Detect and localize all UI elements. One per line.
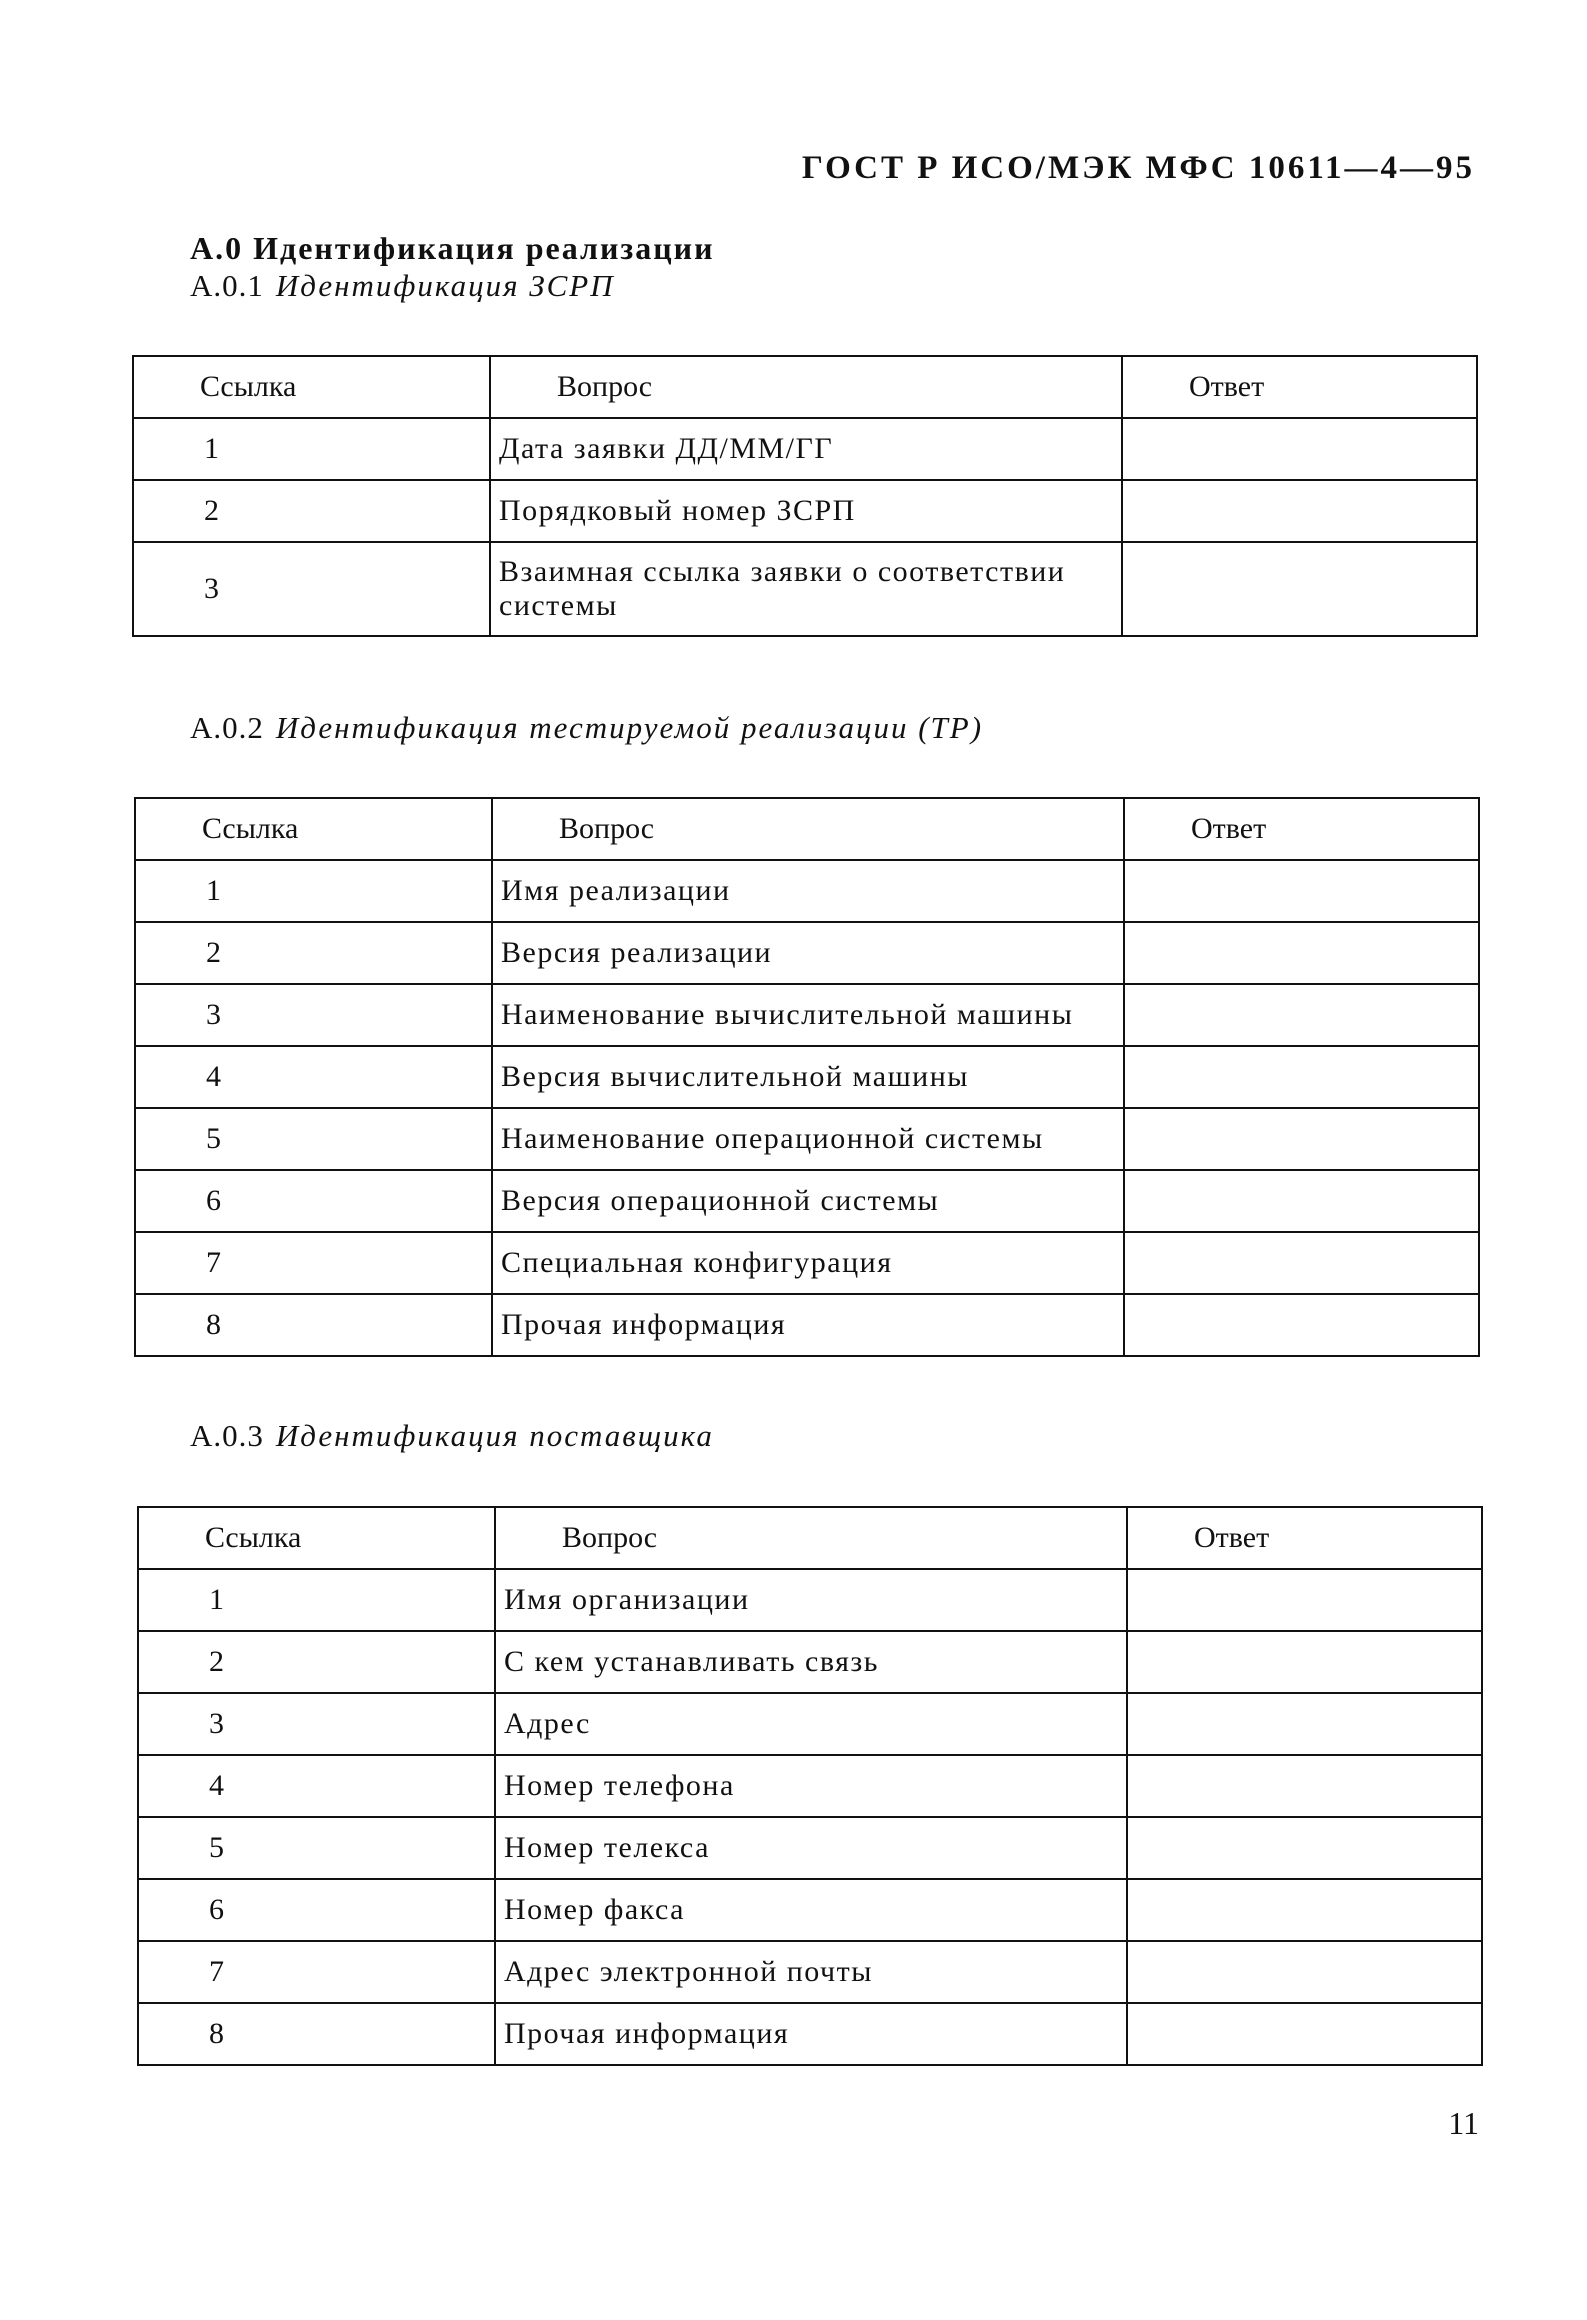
column-header-ref: Ссылка xyxy=(133,356,490,418)
question-cell: Версия операционной системы xyxy=(492,1170,1124,1232)
question-cell: Порядковый номер ЗСРП xyxy=(490,480,1122,542)
ref-cell: 6 xyxy=(138,1879,495,1941)
table-row xyxy=(138,1631,1482,1693)
column-header-answer: Ответ xyxy=(1127,1507,1482,1569)
ref-cell: 3 xyxy=(133,542,490,636)
section-heading-a0: А.0 Идентификация реализации xyxy=(190,230,715,266)
table-row xyxy=(135,1294,1479,1356)
section-title: Идентификация ЗСРП xyxy=(275,268,615,303)
table-implementation-under-test-id xyxy=(134,797,1480,1357)
answer-cell[interactable] xyxy=(1124,1170,1479,1232)
question-cell: С кем устанавливать связь xyxy=(495,1631,1127,1693)
table-row xyxy=(135,984,1479,1046)
table-row xyxy=(135,1108,1479,1170)
table-row xyxy=(138,1693,1482,1755)
ref-cell: 7 xyxy=(138,1941,495,2003)
answer-cell[interactable] xyxy=(1124,1108,1479,1170)
answer-cell[interactable] xyxy=(1124,922,1479,984)
question-cell: Адрес xyxy=(495,1693,1127,1755)
table-row xyxy=(133,480,1477,542)
table-row xyxy=(138,1569,1482,1631)
ref-cell: 7 xyxy=(135,1232,492,1294)
question-cell: Версия реализации xyxy=(492,922,1124,984)
table-implementation-statement-id xyxy=(132,355,1478,637)
table-row xyxy=(135,1046,1479,1108)
answer-cell[interactable] xyxy=(1127,1879,1482,1941)
question-cell: Имя организации xyxy=(495,1569,1127,1631)
question-cell: Имя реализации xyxy=(492,860,1124,922)
answer-cell[interactable] xyxy=(1127,1631,1482,1693)
section-heading-a01 xyxy=(190,268,615,304)
table-row xyxy=(133,418,1477,480)
table-row xyxy=(135,860,1479,922)
answer-cell[interactable] xyxy=(1127,1693,1482,1755)
column-header-question: Вопрос xyxy=(490,356,1122,418)
question-cell: Номер телефона xyxy=(495,1755,1127,1817)
ref-cell: 3 xyxy=(138,1693,495,1755)
answer-cell[interactable] xyxy=(1124,1046,1479,1108)
answer-cell[interactable] xyxy=(1127,2003,1482,2065)
ref-cell: 2 xyxy=(135,922,492,984)
question-cell: Номер телекса xyxy=(495,1817,1127,1879)
ref-cell: 4 xyxy=(135,1046,492,1108)
answer-cell[interactable] xyxy=(1122,418,1477,480)
column-header-answer: Ответ xyxy=(1122,356,1477,418)
ref-cell: 4 xyxy=(138,1755,495,1817)
question-cell: Версия вычислительной машины xyxy=(492,1046,1124,1108)
table-row xyxy=(138,1755,1482,1817)
question-cell: Наименование операционной системы xyxy=(492,1108,1124,1170)
table-row xyxy=(133,542,1477,636)
answer-cell[interactable] xyxy=(1122,480,1477,542)
column-header-answer: Ответ xyxy=(1124,798,1479,860)
ref-cell: 1 xyxy=(135,860,492,922)
answer-cell[interactable] xyxy=(1124,984,1479,1046)
ref-cell: 2 xyxy=(133,480,490,542)
section-title: Идентификация поставщика xyxy=(275,1418,714,1453)
page-number: 11 xyxy=(1448,2105,1479,2141)
answer-cell[interactable] xyxy=(1124,1232,1479,1294)
ref-cell: 2 xyxy=(138,1631,495,1693)
ref-cell: 8 xyxy=(135,1294,492,1356)
section-title: Идентификация тестируемой реализации (ТР) xyxy=(275,710,984,745)
section-number: А.0.1 xyxy=(190,268,264,303)
table-row xyxy=(138,1879,1482,1941)
ref-cell: 8 xyxy=(138,2003,495,2065)
column-header-ref: Ссылка xyxy=(135,798,492,860)
question-cell: Наименование вычислительной машины xyxy=(492,984,1124,1046)
table-row xyxy=(135,1232,1479,1294)
section-heading-a02 xyxy=(190,710,983,746)
question-cell: Взаимная ссылка заявки о соответствии системы xyxy=(490,542,1122,636)
section-number: А.0.3 xyxy=(190,1418,264,1453)
table-row xyxy=(135,1170,1479,1232)
ref-cell: 1 xyxy=(133,418,490,480)
ref-cell: 1 xyxy=(138,1569,495,1631)
column-header-question: Вопрос xyxy=(495,1507,1127,1569)
column-header-ref: Ссылка xyxy=(138,1507,495,1569)
table-row xyxy=(138,1941,1482,2003)
answer-cell[interactable] xyxy=(1127,1817,1482,1879)
column-header-question: Вопрос xyxy=(492,798,1124,860)
answer-cell[interactable] xyxy=(1127,1569,1482,1631)
question-cell: Специальная конфигурация xyxy=(492,1232,1124,1294)
question-cell: Прочая информация xyxy=(492,1294,1124,1356)
section-heading-a03 xyxy=(190,1418,714,1454)
section-number: А.0.2 xyxy=(190,710,264,745)
table-row xyxy=(138,2003,1482,2065)
table-row xyxy=(138,1817,1482,1879)
ref-cell: 6 xyxy=(135,1170,492,1232)
question-cell: Прочая информация xyxy=(495,2003,1127,2065)
question-cell: Адрес электронной почты xyxy=(495,1941,1127,2003)
document-header: ГОСТ Р ИСО/МЭК МФС 10611—4—95 xyxy=(801,150,1475,186)
table-row xyxy=(135,922,1479,984)
question-cell: Дата заявки ДД/ММ/ГГ xyxy=(490,418,1122,480)
question-cell: Номер факса xyxy=(495,1879,1127,1941)
ref-cell: 3 xyxy=(135,984,492,1046)
ref-cell: 5 xyxy=(135,1108,492,1170)
answer-cell[interactable] xyxy=(1127,1755,1482,1817)
answer-cell[interactable] xyxy=(1127,1941,1482,2003)
table-supplier-id xyxy=(137,1506,1483,2066)
answer-cell[interactable] xyxy=(1124,860,1479,922)
answer-cell[interactable] xyxy=(1122,542,1477,636)
answer-cell[interactable] xyxy=(1124,1294,1479,1356)
ref-cell: 5 xyxy=(138,1817,495,1879)
